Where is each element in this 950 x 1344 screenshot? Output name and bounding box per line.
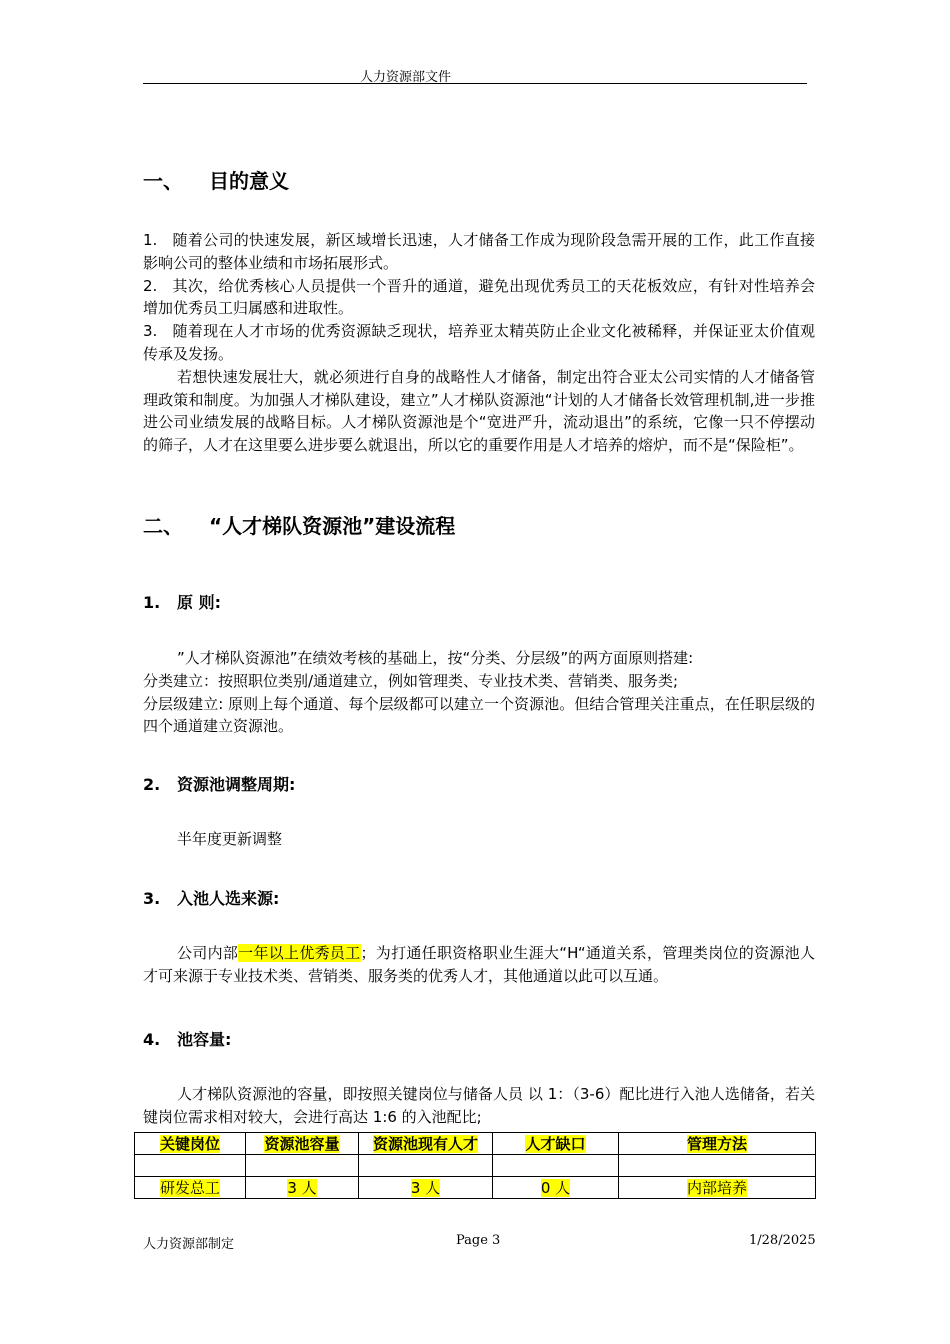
source-body [143,942,815,988]
header-title: 人力资源部文件 [360,70,452,85]
table-header-cell [619,1133,816,1155]
table-cell [246,1155,359,1177]
footer-left: 人力资源部制定 [143,1237,235,1252]
capacity-number: 4. [143,1030,161,1049]
principle-number: 1. [143,593,161,612]
cell-capacity: 3 人 [287,1179,317,1197]
footer-page-number: Page 3 [456,1233,501,1248]
section-2-number: 二、 [143,514,183,538]
table-cell [493,1177,619,1199]
purpose-summary: 若想快速发展壮大，就必须进行自身的战略性人才储备，制定出符合亚太公司实情的人才储备管理政策和制度。为加强人才梯队建设，建立”人才梯队资源池“计划的人才储备长效管理机制,进一步推进公司业绩发展的战略目标。人才梯队资源池是个“宽进严升，流动退出”的系统，它像一只不停摆动的筛子，人才在这里要么进步要么就退出，所以它的重要作用是人才培养的熔炉，而不是“保险柜”。 [143,367,815,455]
table-header-cell [135,1133,246,1155]
section-1-body [143,229,815,457]
period-number: 2. [143,775,161,794]
table-header-row [135,1133,816,1155]
period-title: 资源池调整周期: [177,775,296,794]
purpose-item-1: 1. 随着公司的快速发展，新区域增长迅速，人才储备工作成为现阶段急需开展的工作，此工作直接影响公司的整体业绩和市场拓展形式。 [143,231,815,272]
table-header-cell [246,1133,359,1155]
section-1-number: 一、 [143,169,183,193]
principle-title: 原 则: [177,593,221,612]
capacity-text: 人才梯队资源池的容量，即按照关键岗位与储备人员 以 1：（3-6）配比进行入池人选储备，若关键岗位需求相对较大，会进行高达 1:6 的入池配比; [143,1085,815,1126]
table-cell [135,1177,246,1199]
purpose-item-3: 3. 随着现在人才市场的优秀资源缺乏现状，培养亚太精英防止企业文化被稀释，并保证亚太价值观传承及发扬。 [143,322,815,363]
table-cell [619,1177,816,1199]
capacity-title: 池容量: [177,1030,232,1049]
table-cell [135,1155,246,1177]
principle-intro: ”人才梯队资源池”在绩效考核的基础上，按“分类、分层级”的两方面原则搭建: [177,649,694,667]
source-highlight: 一年以上优秀员工 [238,944,361,962]
table-header-cell [493,1133,619,1155]
table-cell [359,1177,493,1199]
header-talent-gap: 人才缺口 [525,1135,586,1153]
principle-category: 分类建立：按照职位类别/通道建立，例如管理类、专业技术类、营销类、服务类; [143,671,679,690]
source-heading [143,886,279,909]
capacity-table [134,1132,816,1199]
header-management-method: 管理方法 [686,1135,747,1153]
header-current-talent: 资源池现有人才 [372,1135,478,1153]
source-rest: ；为打通任职资格职业生涯大“H“通道关系，管理类岗位的资源池人才可来源于专业技术类、营销类、服务类的优秀人才，其他通道以此可以互通。 [143,944,815,985]
purpose-item-2: 2. 其次，给优秀核心人员提供一个晋升的通道，避免出现优秀员工的天花板效应，有针对性培养会增加优秀员工归属感和进取性。 [143,276,815,318]
source-text [143,942,815,988]
period-heading [143,772,295,795]
period-body [143,828,815,851]
table-cell [359,1155,493,1177]
table-cell [246,1177,359,1199]
cell-gap: 0 人 [540,1179,571,1197]
section-1-title: 目的意义 [209,169,289,193]
table-row [135,1177,816,1199]
table-cell [619,1155,816,1177]
source-prefix: 公司内部 [177,944,239,962]
table-row [135,1155,816,1177]
capacity-body [143,1083,815,1129]
capacity-heading [143,1027,231,1050]
principle-body [143,647,815,738]
principle-level: 分层级建立: 原则上每个通道、每个层级都可以建立一个资源池。但结合管理关注重点，在任职层级的四个通道建立资源池。 [143,694,815,736]
header-pool-capacity: 资源池容量 [264,1135,340,1153]
source-number: 3. [143,889,161,908]
table-cell [493,1155,619,1177]
table-header-cell [359,1133,493,1155]
header-rule [143,83,807,84]
section-2-heading [143,510,455,539]
cell-method: 内部培养 [686,1179,747,1197]
footer-date: 1/28/2025 [749,1233,816,1248]
source-title: 入池人选来源: [177,889,280,908]
section-2-title: “人才梯队资源池”建设流程 [209,514,456,538]
principle-heading [143,590,221,613]
section-1-heading [143,165,289,194]
cell-current: 3 人 [410,1179,441,1197]
header-key-position: 关键岗位 [159,1135,220,1153]
cell-position: 研发总工 [159,1179,220,1197]
period-text: 半年度更新调整 [177,830,283,848]
